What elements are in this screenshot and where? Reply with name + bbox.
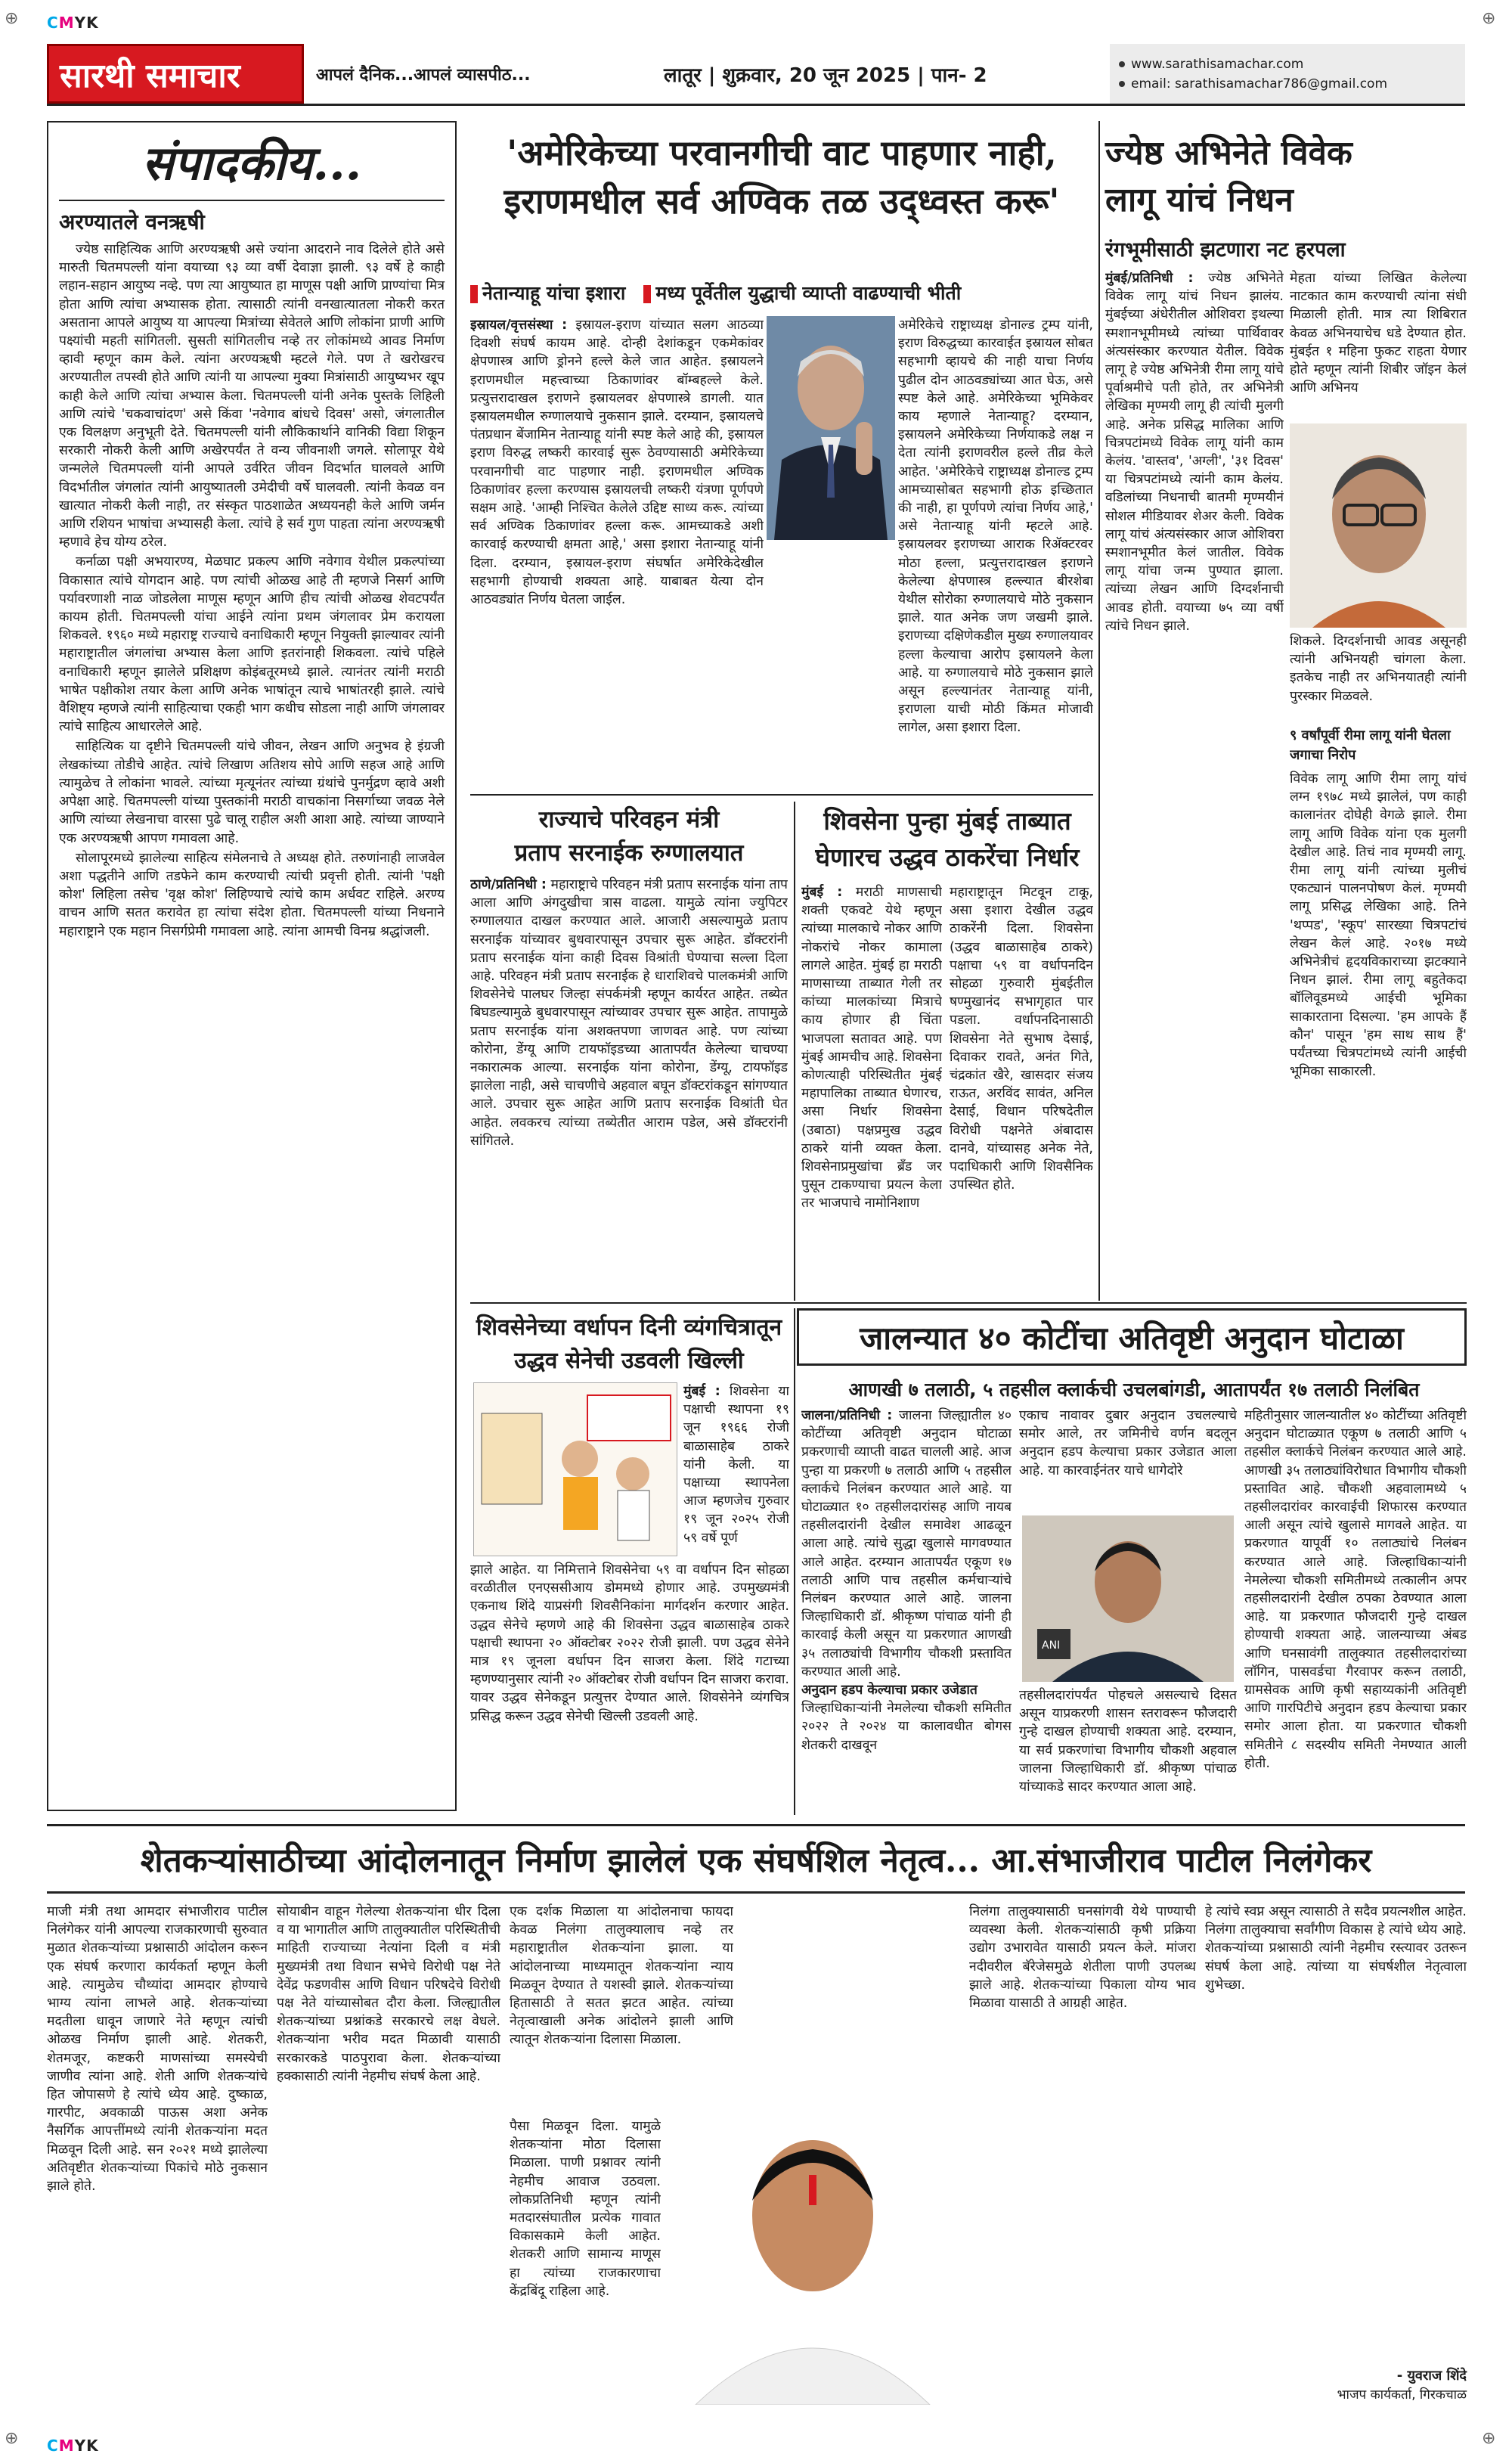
portrait-image	[1290, 423, 1467, 628]
registration-mark-icon: ⊕	[5, 2429, 19, 2448]
shivsena-headline-line: शिवसेना पुन्हा मुंबई ताब्यात	[823, 806, 1071, 836]
contact-box	[1110, 44, 1465, 104]
lead-kicker-left: नेतान्याहू यांचा इशारा	[470, 280, 625, 306]
bottom-body-col2	[277, 1903, 500, 2424]
bottom-text: निलंगा तालुक्यासाठी घनसांगवी येथे पाण्याची व्यवस्था केली. शेतकऱ्यांसाठी कृषी प्रक्रिया उद्योग उभारावेत यासाठी प्रयत्न केले. मांजरा नदीवरील बॅरेजेसमुळे शेतीला पाणी उपलब्ध झाले आहे. शेतकऱ्यांच्या पिकाला योग्य भाव मिळावा यासाठी ते आग्रही आहेत.	[969, 1904, 1196, 2012]
lead-body-right	[898, 316, 1093, 793]
shivsena-text: मराठी माणसाची शक्ती एकवटे येथे म्हणून त्यांच्या मालकाचे नोकर आणि नोकरांचे नोकर कामाला लागले आहेत. मुंबई हा मराठी माणसाच्या ताब्यात गेली तर कांच्या मालकांच्या मित्राचे काय होणार ही चिंता भाजपला सतावत आहे. पण मुंबई आमचीच आहे. शिवसेना कोणत्याही परिस्थितीत मुंबई महापालिका ताब्यात घेणारच, असा निर्धार शिवसेना (उबाठा) पक्षप्रमुख उद्धव ठाकरे यांनी व्यक्त केला. शिवसेनाप्रमुखांचा ब्रँड जर पुसून टाकण्याचा प्रयत्न केला तर भाजपाचे नामोनिशाण	[801, 885, 942, 1211]
issue-date-line: लातूर | शुक्रवार, 20 जून 2025 | पान- 2	[664, 64, 987, 87]
jalna-text: तहसीलदारांपर्यंत पोहचले असल्याचे दिसत असून याप्रकरणी शासन स्तरावरून फौजदारी गुन्हे दाखल होण्याची शक्यता आहे. दरम्यान, या सर्व प्रकरणांचा विभागीय चौकशी अहवाल जालना जिल्हाधिकारी डॉ. श्रीकृष्ण पांचाळ यांच्याकडे सादर करण्यात आला आहे.	[1019, 1688, 1237, 1795]
registration-mark-icon: ⊕	[1482, 2429, 1496, 2448]
shivsena-headline	[801, 803, 1093, 876]
lead-headline-line: 'अमेरिकेच्या परवानगीची वाट पाहणार नाही,	[507, 132, 1057, 173]
shivsena-headline-line: घेणारच उद्धव ठाकरेंचा निर्धार	[815, 842, 1080, 872]
jalna-text: एकाच नावावर दुबार अनुदान उचलल्याचे समोर आले, तर जमिनीचे वर्णन बदलून अनुदान हडप केल्याचा प्रकार उजेडात आला आहे. या कारवाईनंतर याचे धागेदोरे	[1019, 1408, 1237, 1478]
bottom-text: पैसा मिळवून दिला. यामुळे शेतकऱ्यांना मोठा दिलासा मिळाला. पाणी प्रश्नावर त्यांनी नेहमीच आवाज उठवला. लोकप्रतिनिधी म्हणून त्यांनी मतदारसंघातील प्रत्येक गावात विकासकामे केली आहेत. शेतकरी आणि सामान्य माणूस हा त्यांच्या राजकारणाचा केंद्रबिंदू राहिला आहे.	[510, 2119, 661, 2299]
red-bar-icon	[470, 285, 478, 303]
bottom-text: सोयाबीन वाहून गेलेल्या शेतकऱ्यांना धीर दिला व या भागातील आणि तालुक्यातील परिस्थितीची माहिती राज्याच्या नेत्यांना दिली व मंत्री मुख्यमंत्री तथा विधान सभेचे विरोधी पक्ष नेते देवेंद्र फडणवीस आणि विधान परिषदेचे विरोधी पक्ष नेते यांच्यासोबत दौरा केला. जिल्ह्यातील शेतकऱ्यांच्या प्रश्नांकडे सरकारचे लक्ष वेधले. शेतकऱ्यांना भरीव मदत मिळावी यासाठी सरकारकडे पाठपुरावा केला. शेतकऱ्यांच्या हक्कासाठी त्यांनी नेहमीच संघर्ष केला आहे.	[277, 1904, 500, 2084]
cartoon-text: झाले आहेत. या निमित्ताने शिवसेनेचा ५९ वा वर्धापन दिन सोहळा वरळीतील एनएससीआय डोममध्ये होणार आहे. उपमुख्यमंत्री एकनाथ शिंदे याप्रसंगी शिवसैनिकांना मार्गदर्शन करणार आहेत. उद्धव सेनेचे म्हणणे आहे की शिवसेना उद्धव बाळासाहेब ठाकरे पक्षाची स्थापना २० ऑक्टोबर २०२२ रोजी झाली. पण उद्धव सेनेने मात्र १९ जूनला वर्धापन दिन साजरा केला. शिंदे गटाच्या म्हणण्यानुसार त्यांनी २० ऑक्टोबर रोजी वर्धापन दिन साजरा करावा. यावर उद्धव सेनेकडून प्रत्युत्तर देण्यात आले. शिवसेनेने व्यंगचित्र प्रसिद्ध करून उद्धव सेनेची खिल्ली उडवली आहे.	[470, 1562, 789, 1724]
portrait-image	[665, 2102, 960, 2405]
shivsena-body-right	[950, 883, 1093, 1299]
obituary-body-right-top	[1290, 269, 1467, 420]
section-rule	[470, 794, 1093, 796]
bottom-text: एक दर्शक मिळाला या आंदोलनाचा फायदा केवळ निलंगा तालुक्यालाच नव्हे तर महाराष्ट्रातील शेतकऱ्यांना झाला. या आंदोलनाच्या माध्यमातून शेतकऱ्यांना न्याय मिळवून देण्यात ते यशस्वी झाले. शेतकऱ्यांच्या हितासाठी ते सतत झटत आहेत. त्यांच्या नेतृत्वाखाली अनेक आंदोलने झाली आणि त्यातून शेतकऱ्यांना दिलासा मिळाला.	[510, 1904, 733, 2048]
editorial-paragraph: ज्येष्ठ साहित्यिक आणि अरण्यऋषी असे ज्यांना आदराने नाव दिलेले होते असे मारुती चितमपल्ली यांना वयाच्या ९३ व्या वर्षी देवाज्ञा झाली. ९३ वर्षे हे काही लहान-सहान आयुष्य नव्हे. पण त्या आयुष्यात हा माणूस पक्षी आणि प्राण्यांचा मित्र होता आणि त्यांचा अभ्यासक होता. त्यासाठी त्यांनी वनखात्यातला नोकरी करत असताना आपले आयुष्य या आपल्या मित्रांच्या सेवेतले आणि लोकांना प्राणी आणि पक्ष्यांची महती सांगितली. सुसती सांगितलीच नव्हे तर लोकांमध्ये आवड निर्माण व्हावी म्हणून काम केले. त्यांना अरण्यऋषी म्हटले गेले. पण ते खरोखरच अरण्यातील तपस्वी होते आणि त्यांनी या आपल्या मुक्या मित्रांसाठी आयुष्यभर खूप काही केले आणि त्यांचा अभ्यास केला. चितमपल्ली यांनी अनेक पुस्तके लिहिली आणि त्यांचे 'चकवाचांदण' असे किंवा 'नवेगाव बांधचे दिवस' असो, जंगलातील एक विलक्षण अनुभूती देते. चितमपल्ली यांनी लौकिकार्थाने वानिकी विद्या शिकून सरकारी नोकरी केली आणि अखेरपर्यंत ते वन्य जीवनाशी जगले. सोलापूर येथे जन्मलेले चितमपल्ली यांनी आपले उर्वरित जीवन विदर्भात घालवले आणि विदर्भातील जंगलांत त्यांनी आयुष्यातली उमेदीची वर्षे घालवली. त्यांनी केवळ वन खात्यात नोकरी केली नाही, तर संस्कृत पाठशाळेत अध्ययनही केले आणि जर्मन आणि रशियन भाषांचा अभ्यासही केला. त्यांचे हे सर्व गुण पाहता त्यांना अरण्यऋषी म्हणावे हेच योग्य ठरेल.	[59, 242, 445, 551]
cartoon-body	[470, 1561, 789, 1810]
lead-kickers	[470, 280, 1093, 306]
obituary-subheading: रंगभूमीसाठी झटणारा नट हरपला	[1105, 238, 1346, 262]
jalna-text: जालना जिल्ह्यातील ४० कोटींच्या अतिवृष्टी अनुदान घोटाळा प्रकरणाची व्याप्ती वाढत चालली आहे. आज पुन्हा या प्रकरणी ७ तलाठी आणि ५ तहसील क्लार्कचे निलंबन करण्यात आले आहे. या घोटाळ्यात १० तहसीलदारांसह आणि नायब तहसीलदारांनी देखील समावेश आढळून आला आहे. त्यांचे सुद्धा खुलासे मागवण्यात आले आहेत. दरम्यान आतापर्यंत एकूण १७ तलाठी आणि पाच तहसील कर्मचाऱ्यांचे निलंबन करण्यात आले आहे. जालना जिल्हाधिकारी डॉ. श्रीकृष्ण पांचाळ यांनी ही कारवाई केली असून या प्रकरणात आणखी ३५ तलाठ्यांची विभागीय चौकशी प्रस्तावित करण्यात आली आहे.	[801, 1408, 1012, 1680]
obituary-headline	[1105, 130, 1467, 224]
cmyk-color-mark: CMYK	[47, 14, 99, 32]
obituary-col3-heading: ९ वर्षांपूर्वी रीमा लागू यांनी घेतला जगाचा निरोप	[1290, 727, 1451, 763]
lead-text: अमेरिकेचे राष्ट्राध्यक्ष डोनाल्ड ट्रम्प यांनी, इराण विरुद्धच्या कारवाईत इस्रायल सोबत सहभागी व्हायचे की नाही याचा निर्णय पुढील दोन आठवड्यांच्या आत घेऊ, असे स्पष्ट केले आहे. अमेरिकेच्या भूमिकेवर काय म्हणाले नेतान्याहू? दरम्यान, इस्रायलने अमेरिकेच्या निर्णयाकडे लक्ष न देता त्यांनी इराणवरील हल्ले तीव्र केले आहेत. 'अमेरिकेचे राष्ट्राध्यक्ष डोनाल्ड ट्रम्प आमच्यासोबत सहभागी होऊ इच्छितात की नाही, हा पूर्णपणे त्यांचा निर्णय आहे,' असे नेतान्याहू यांनी म्हटले आहे. इस्रायलवर इराणच्या आराक रिॲक्टरवर मोठा हल्ला, प्रत्युत्तरादाखल इराणने केलेल्या क्षेपणास्त्र हल्ल्यात बीरशेबा येथील सोरोका रुग्णालयाचे मोठे नुकसान झाले. यात अनेक जण जखमी झाले. इराणच्या दक्षिणेकडील मुख्य रुग्णालयावर हल्ला केल्याचा आरोप इस्रायलने केला आहे. या रुग्णालयाचे मोठे नुकसान झाले असून हल्ल्यानंतर नेतान्याहू यांनी, इराणला याची मोठी किंमत मोजावी लागेल, असा इशारा दिला.	[898, 318, 1093, 736]
portrait-image	[767, 316, 895, 540]
obituary-headline-line: ज्येष्ठ अभिनेते विवेक	[1105, 134, 1352, 172]
newspaper-title: सारथी समाचार	[60, 56, 240, 95]
registration-mark-icon: ⊕	[5, 9, 19, 28]
byline-name: - युवराज शिंदे	[1396, 2368, 1467, 2384]
lead-headline-line: इराणमधील सर्व अण्विक तळ उद्ध्वस्त करू'	[503, 181, 1060, 222]
column-rule	[794, 1308, 795, 1815]
bullet-icon	[1119, 81, 1125, 87]
editorial-body	[59, 240, 445, 941]
jalna-inline-subhead: अनुदान हडप केल्याचा प्रकार उजेडात	[801, 1683, 978, 1698]
transport-headline	[470, 803, 788, 870]
netanyahu-photo	[767, 316, 895, 540]
column-rule	[1098, 121, 1100, 1301]
lead-kicker-right: मध्य पूर्वेतील युद्धाची व्याप्ती वाढण्याची भीती	[643, 280, 961, 306]
leader-photo	[665, 2102, 960, 2405]
bottom-headline: शेतकऱ्यांसाठीच्या आंदोलनातून निर्माण झालेलं एक संघर्षशिल नेतृत्व... आ.संभाजीराव पाटील निलंगेकर	[47, 1824, 1465, 1894]
cartoon-headline-line: उद्धव सेनेची उडवली खिल्ली	[514, 1348, 744, 1374]
cmyk-color-mark: CMYK	[47, 2437, 99, 2455]
jalna-photo-caption	[1019, 1686, 1237, 1810]
jalna-body-middle	[1019, 1407, 1237, 1512]
obituary-text: विवेक लागू आणि रीमा लागू यांचं लग्न १९७८ मध्ये झालेलं, पण काही कालानंतर दोघेही वेगळे झाले. रीमा लागू आणि विवेक यांना एक मुलगी देखील आहे. तिचं नाव मृण्मयी लागू. रीमा लागू यांनी त्यांच्या मुलीचं एकट्यानं पालनपोषण केलं. मृण्मयी लागू प्रसिद्ध लेखिका आहे. तिने 'थप्पड', 'स्कूप' सारख्या चित्रपटांचं लेखन केलं आहे. २०१७ मध्ये अभिनेत्रीचं हृदयविकाराच्या झटक्याने निधन झालं. रीमा लागू बहुतेकदा बॉलिवूडमध्ये आईची भूमिका साकारताना दिसल्या. 'हम आपके हैं कौन' पासून 'हम साथ साथ हैं' पर्यंतच्या चित्रपटांमध्ये त्यांनी आईची भूमिका साकारली.	[1290, 771, 1467, 1080]
obituary-text: शिकले. दिग्दर्शनाची आवड असूनही त्यांनी अभिनयही चांगला केला. इतकेच नाही तर अभिनयातही त्यांनी पुरस्कार मिळवले.	[1290, 634, 1467, 704]
transport-text: महाराष्ट्राचे परिवहन मंत्री प्रताप सरनाईक यांना ताप आला आणि अंगदुखीचा त्रास वाढला. यामुळे त्यांना ज्युपिटर रुग्णालयात दाखल करण्यात आले. आजारी असल्यामुळे प्रताप सरनाईक यांच्यावर बुधवारपासून उपचार सुरू आहेत. डॉक्टरांनी प्रताप सरनाईक यांना काही दिवस विश्रांती घेण्याचा सल्ला दिला आहे. परिवहन मंत्री प्रताप सरनाईक हे धाराशिवचे पालकमंत्री आणि शिवसेनेचे पालघर जिल्हा संपर्कमंत्री म्हणून कार्यरत आहेत. तब्येत बिघडल्यामुळे बुधवारपासून त्यांच्यावर उपचार सुरू आहेत. तापामुळे प्रताप सरनाईक यांना अशक्तपणा जाणवत आहे. पण त्यांच्या कोरोना, डेंग्यू आणि टायफॉइडच्या आतापर्यंत केलेल्या चाचण्या नकारात्मक आल्या. सरनाईक यांना कोरोना, डेंग्यू, टायफॉइड झालेला नाही, असे चाचणीचे अहवाल बघून डॉक्टरांकडून सांगण्यात आले. उपचार सुरू आहेत आणि प्रताप सरनाईक विश्रांती घेत आहेत. लवकरच त्यांच्या तब्येतीत आराम पडेल, असे डॉक्टरांनी सांगितले.	[470, 877, 788, 1149]
jalna-body-right	[1244, 1407, 1467, 1810]
red-bar-icon	[643, 285, 651, 303]
bullet-icon	[1119, 61, 1125, 67]
obituary-body-left	[1105, 269, 1284, 1302]
bottom-body-col5	[969, 1903, 1196, 2424]
cartoon-side-text	[683, 1382, 789, 1556]
editorial-subheading: अरण्यातले वनऋषी	[59, 209, 205, 234]
section-rule	[470, 1302, 1467, 1304]
lead-dateline: इस्रायल/वृत्तसंस्था :	[470, 318, 568, 333]
masthead	[47, 44, 1465, 106]
byline	[1205, 2367, 1467, 2403]
bottom-body-col1	[47, 1903, 268, 2424]
cartoon-text: शिवसेना या पक्षाची स्थापना १९ जून १९६६ रोजी बाळासाहेब ठाकरे यांनी केली. या पक्षाच्या स्थापनेला आज म्हणजेच गुरुवार १९ जून २०२५ रोजी ५९ वर्षे पूर्ण	[683, 1384, 789, 1546]
obituary-body-right-bottom	[1290, 770, 1467, 1299]
transport-dateline: ठाणे/प्रतिनिधी :	[470, 877, 547, 892]
lead-body-left	[470, 316, 764, 793]
portrait-image	[1022, 1515, 1234, 1682]
shivsena-body-left	[801, 883, 942, 1299]
registration-mark-icon: ⊕	[1482, 9, 1496, 28]
transport-headline-line: प्रताप सरनाईक रुग्णालयात	[514, 839, 744, 867]
column-rule	[794, 802, 795, 1301]
jalna-subheading: आणखी ७ तलाठी, ५ तहसील क्लार्कची उचलबांगडी, आतापर्यंत १७ तलाठी निलंबित	[848, 1379, 1420, 1401]
official-photo	[1022, 1515, 1234, 1682]
byline-role: भाजप कार्यकर्ता, गिरकचाळ	[1337, 2387, 1467, 2403]
cartoon-headline-line: शिवसेनेच्या वर्धापन दिनी व्यंगचित्रातून	[476, 1314, 782, 1341]
tagline: आपलं दैनिक...आपलं व्यासपीठ...	[316, 65, 531, 85]
lead-headline	[470, 129, 1093, 225]
editorial-paragraph: कर्नाळा पक्षी अभयारण्य, मेळघाट प्रकल्प आणि नवेगाव येथील प्रकल्पांच्या विकासात त्यांचे योगदान आहे. पण त्यांची ओळख आहे ती म्हणजे निसर्ग आणि पर्यावरणाशी नाळ जोडलेला माणूस म्हणून आणि हीच त्यांची ओळख शेवटपर्यंत कायम होती. चितमपल्ली यांचा आईने त्यांना प्रथम जंगलावर प्रेम करायला शिकवले. १९६० मध्ये महाराष्ट्र राज्याचे वनाधिकारी म्हणून नियुक्ती झाल्यावर त्यांनी महाराष्ट्रातील जंगलांचा अभ्यास केला आणि इतरांनाही शिकवला. त्यांचे पहिले वनाधिकारी म्हणून झालेले प्रशिक्षण कोइंबतूरमध्ये झाले. त्यानंतर त्यांनी मराठी भाषेत पक्षीकोश तयार केला आणि अनेक भाषांतून त्याचे भाषांतरही झाले. त्यांचे वैशिष्ट्य म्हणजे त्यांनी साहित्याचा एकही भाग कधीच सोडला नाही आणि जंगलावर त्यांचे साहित्य आधारलेले आहे.	[59, 554, 445, 735]
bottom-body-col3b	[510, 2117, 661, 2420]
vivek-lagu-photo	[1290, 423, 1467, 628]
obituary-dateline: मुंबई/प्रतिनिधी :	[1105, 271, 1194, 286]
bottom-text: हे त्यांचे स्वप्न असून त्यासाठी ते सदैव प्रयत्नशील आहेत. निलंगा तालुक्याचा सर्वांगीण विकास हे त्यांचे ध्येय आहे. शेतकऱ्यांच्या प्रश्नासाठी त्यांनी नेहमीच रस्त्यावर उतरून संघर्ष केला आहे. त्यांच्या या संघर्षशील नेतृत्वाला शुभेच्छा.	[1205, 1904, 1467, 1993]
jalna-body-left	[801, 1407, 1012, 1810]
svg-text:ANI: ANI	[1042, 1639, 1061, 1652]
masthead-logo	[47, 44, 304, 104]
transport-body	[470, 876, 788, 1299]
bottom-body-col6	[1205, 1903, 1467, 2356]
editorial-paragraph: सोलापूरमध्ये झालेल्या साहित्य संमेलनाचे ते अध्यक्ष होते. तरुणांनाही लाजवेल अशा पद्धतीने आणि तडफेने काम करण्याची त्यांची प्रवृत्ती होती. त्यांनी 'पक्षी कोश' लिहिला तसेच 'वृक्ष कोश' लिहिण्याचे त्यांचे काम अर्धवट राहिले. अरण्य वाचन आणि सतत करावेत हा त्यांचा संदेश होता. चितमपल्ली यांच्या निधनाने महाराष्ट्राने एक महान निसर्गप्रेमी गमावला आहे. त्यांना आमची विनम्र श्रद्धांजली.	[59, 850, 445, 939]
obituary-photo-caption	[1290, 632, 1467, 723]
editorial-paragraph: साहित्यिक या दृष्टीने चितमपल्ली यांचे जीवन, लेखन आणि अनुभव हे इंग्रजी लेखकांच्या तोडीचे आहेत. त्यांचे लिखाण अतिशय सोपे आणि सहज आहे आणि त्यामुळेच ते लोकांना भावले. त्यांच्या मृत्यूनंतर त्यांच्या ग्रंथांचे पुनर्मुद्रण व्हावे अशी अपेक्षा आहे. चितमपल्ली यांच्या पुस्तकांनी मराठी वाचकांना निसर्गाच्या जवळ नेले आणि त्यांच्या लेखनाचा वारसा पुढे चालू राहील अशी आशा आहे. त्यांच्या जाण्याने एक अरण्यऋषी आपण गमावला आहे.	[59, 739, 445, 846]
jalna-headline: जालन्यात ४० कोटींचा अतिवृष्टी अनुदान घोटाळा	[797, 1308, 1467, 1366]
bottom-body-col3	[510, 1903, 733, 2114]
cartoon-headline	[470, 1311, 788, 1378]
cartoon-dateline: मुंबई :	[683, 1384, 720, 1399]
jalna-text: महितीनुसार जालन्यातील ४० कोटींच्या अतिवृष्टी अनुदान घोटाळ्यात एकूण ७ तलाठी आणि ५ तहसील क्लार्कचे निलंबन करण्यात आले आहे. आणखी ३५ तलाठ्यांविरोधात विभागीय चौकशी प्रस्तावित आहे. चौकशी अहवालामध्ये ५ तहसीलदारांवर कारवाईची शिफारस करण्यात आली असून त्यांचे खुलासे मागवले आहेत. या प्रकरणात यापूर्वी १० तलाठ्यांचे निलंबन करण्यात आले आहे. जिल्हाधिकाऱ्यांनी नेमलेल्या चौकशी समितीमध्ये तत्कालीन अपर तहसीलदारांनी देखील ठपका ठेवण्यात आला आहे. या प्रकरणात फौजदारी गुन्हे दाखल होण्याची शक्यता आहे. जालन्याच्या अंबड आणि घनसावंगी तालुक्यात तहसीलदारांच्या लॉगिन, पासवर्डचा गैरवापर करून तलाठी, ग्रामसेवक आणि कृषी सहाय्यकांनी अतिवृष्टी आणि गारपिटीचे अनुदान हडप केल्याचा प्रकार समोर आला होता. या प्रकरणात चौकशी समितीने ८ सदस्यीय समिती नेमण्यात आली होती.	[1244, 1408, 1467, 1771]
transport-headline-line: राज्याचे परिवहन मंत्री	[538, 806, 720, 833]
jalna-dateline: जालना/प्रतिनिधी :	[801, 1408, 893, 1423]
obituary-text: ज्येष्ठ अभिनेते विवेक लागू यांचं निधन झालंय. मुंबईच्या अंधेरीतील ओशिवरा इथल्या स्मशानभूमीमध्ये त्यांच्या पार्थिवावर अंत्यसंस्कार करण्यात येतील. विवेक लागू हे ज्येष्ठ अभिनेत्री रीमा लागू यांचे पूर्वाश्रमीचे पती होते, तर अभिनेत्री लेखिका मृण्मयी लागू ही त्यांची मुलगी आहे. अनेक प्रसिद्ध मालिका आणि चित्रपटांमध्ये विवेक लागू यांनी काम केलंय. 'वास्तव', 'अग्ली', '३१ दिवस' या चित्रपटांमध्ये त्यांनी काम केलंय. वडिलांच्या निधनाची बातमी मृण्मयीनं सोशल मीडियावर शेअर केली. विवेक लागू यांचं अंत्यसंस्कार आज ओशिवरा स्मशानभूमीत केलं जातील. विवेक लागू यांचा जन्म पुण्यात झाला. त्यांच्या लेखन आणि दिग्दर्शनाची आवड होती. वयाच्या ७५ व्या वर्षी त्यांचे निधन झाले.	[1105, 271, 1284, 634]
shivsena-dateline: मुंबई :	[801, 885, 843, 900]
website-link[interactable]: www.sarathisamachar.com	[1131, 56, 1304, 72]
editorial-column	[47, 121, 457, 1811]
jalna-text: जिल्हाधिकाऱ्यांनी नेमलेल्या चौकशी समितीत २०२२ ते २०२४ या कालावधीत बोगस शेतकरी दाखवून	[801, 1701, 1012, 1753]
email-link[interactable]: email: sarathisamachar786@gmail.com	[1131, 76, 1388, 92]
cartoon-image	[474, 1383, 677, 1556]
bottom-text: माजी मंत्री तथा आमदार संभाजीराव पाटील निलंगेकर यांनी आपल्या राजकारणाची सुरुवात मुळात शेतकऱ्यांच्या प्रश्नासाठी आंदोलन करून एक संघर्ष करणारा कार्यकर्ता म्हणून केली आहे. त्यामुळेच चौथ्यांदा आमदार होण्याचे भाग्य त्यांना लाभले आहे. शेतकऱ्यांच्या मदतीला धावून जाणारे नेते म्हणून त्यांची ओळख निर्माण झाली आहे. शेतकरी, शेतमजूर, कष्टकरी माणसांच्या समस्येची जाणीव त्यांना आहे. शेती आणि शेतकऱ्यांचे हित जोपासणे हे त्यांचे ध्येय आहे. दुष्काळ, गारपीट, अवकाळी पाऊस अशा अनेक नैसर्गिक आपत्तींमध्ये त्यांनी शेतकऱ्यांना मदत मिळवून दिली आहे. सन २०२१ मध्ये झालेल्या अतिवृष्टीत शेतकऱ्यांच्या पिकांचे मोठे नुकसान झाले होते.	[47, 1904, 268, 2195]
political-cartoon	[473, 1382, 677, 1556]
lead-text: इस्रायल-इराण यांच्यात सलग आठव्या दिवशी संघर्ष कायम आहे. दोन्ही देशांकडून एकमेकांवर क्षेपणास्त्र आणि ड्रोनने हल्ले केले जात आहेत. इस्रायलने इराणमधील महत्त्वाच्या ठिकाणांवर बॉम्बहल्ले केले. प्रत्युत्तरादाखल इराणने इस्रायलवर क्षेपणास्त्रे डागली. यात इस्रायलमधील रुग्णालयाचे नुकसान झाले. दरम्यान, इस्रायलचे पंतप्रधान बेंजामिन नेतान्याहू यांनी स्पष्ट केले आहे की, इस्रायल इराण विरुद्ध लष्करी कारवाई सुरू ठेवण्यासाठी अमेरिकेच्या परवानगीची वाट पाहणार नाही. इराणमधील अण्विक ठिकाणांवर हल्ला करण्यास इस्रायलची लष्करी यंत्रणा पूर्णपणे सक्षम आहे. 'आम्ही निश्चित केलेले उद्दिष्ट साध्य करू. त्यांच्या सर्व अण्विक ठिकाणांवर हल्ला करू. आमच्याकडे अशी कारवाई करण्याची क्षमता आहे,' असा इशारा नेतान्याहू यांनी दिला. दरम्यान, इस्रायल-इराण संघर्षात अमेरिकेदेखील सहभागी होण्याची शक्यता आहे. याबाबत येत्या दोन आठवड्यांत निर्णय घेतला जाईल.	[470, 318, 764, 608]
editorial-heading: संपादकीय...	[59, 130, 445, 201]
obituary-headline-line: लागू यांचं निधन	[1105, 181, 1294, 219]
obituary-text: मेहता यांच्या लिखित केलेल्या नाटकात काम करण्याची त्यांना संधी मिळाली होती. मात्र त्या शिबिरात केवळ अभिनयाचेच धडे देण्यात होत. मुंबईत १ महिना फुकट राहता येणार होते म्हणून त्यांनी शिबीर जॉइन केलं आणि अभिनय	[1290, 271, 1467, 396]
shivsena-text: महाराष्ट्रातून मिटवून टाकू, असा इशारा देखील उद्धव ठाकरेंनी दिला. शिवसेना (उद्धव बाळासाहेब ठाकरे) पक्षाचा ५९ वा वर्धापनदिन सोहळा गुरुवारी मुंबईतील षण्मुखानंद सभागृहात पार पडला. वर्धापनदिनासाठी शिवसेना नेते सुभाष देसाई, दिवाकर रावते, अनंत गिते, चंद्रकांत खैरे, खासदार संजय राऊत, अरविंद सावंत, अनिल देसाई, विधान परिषदेतील विरोधी पक्षनेते अंबादास दानवे, यांच्यासह अनेक नेते, पदाधिकारी आणि शिवसैनिक उपस्थित होते.	[950, 885, 1093, 1193]
